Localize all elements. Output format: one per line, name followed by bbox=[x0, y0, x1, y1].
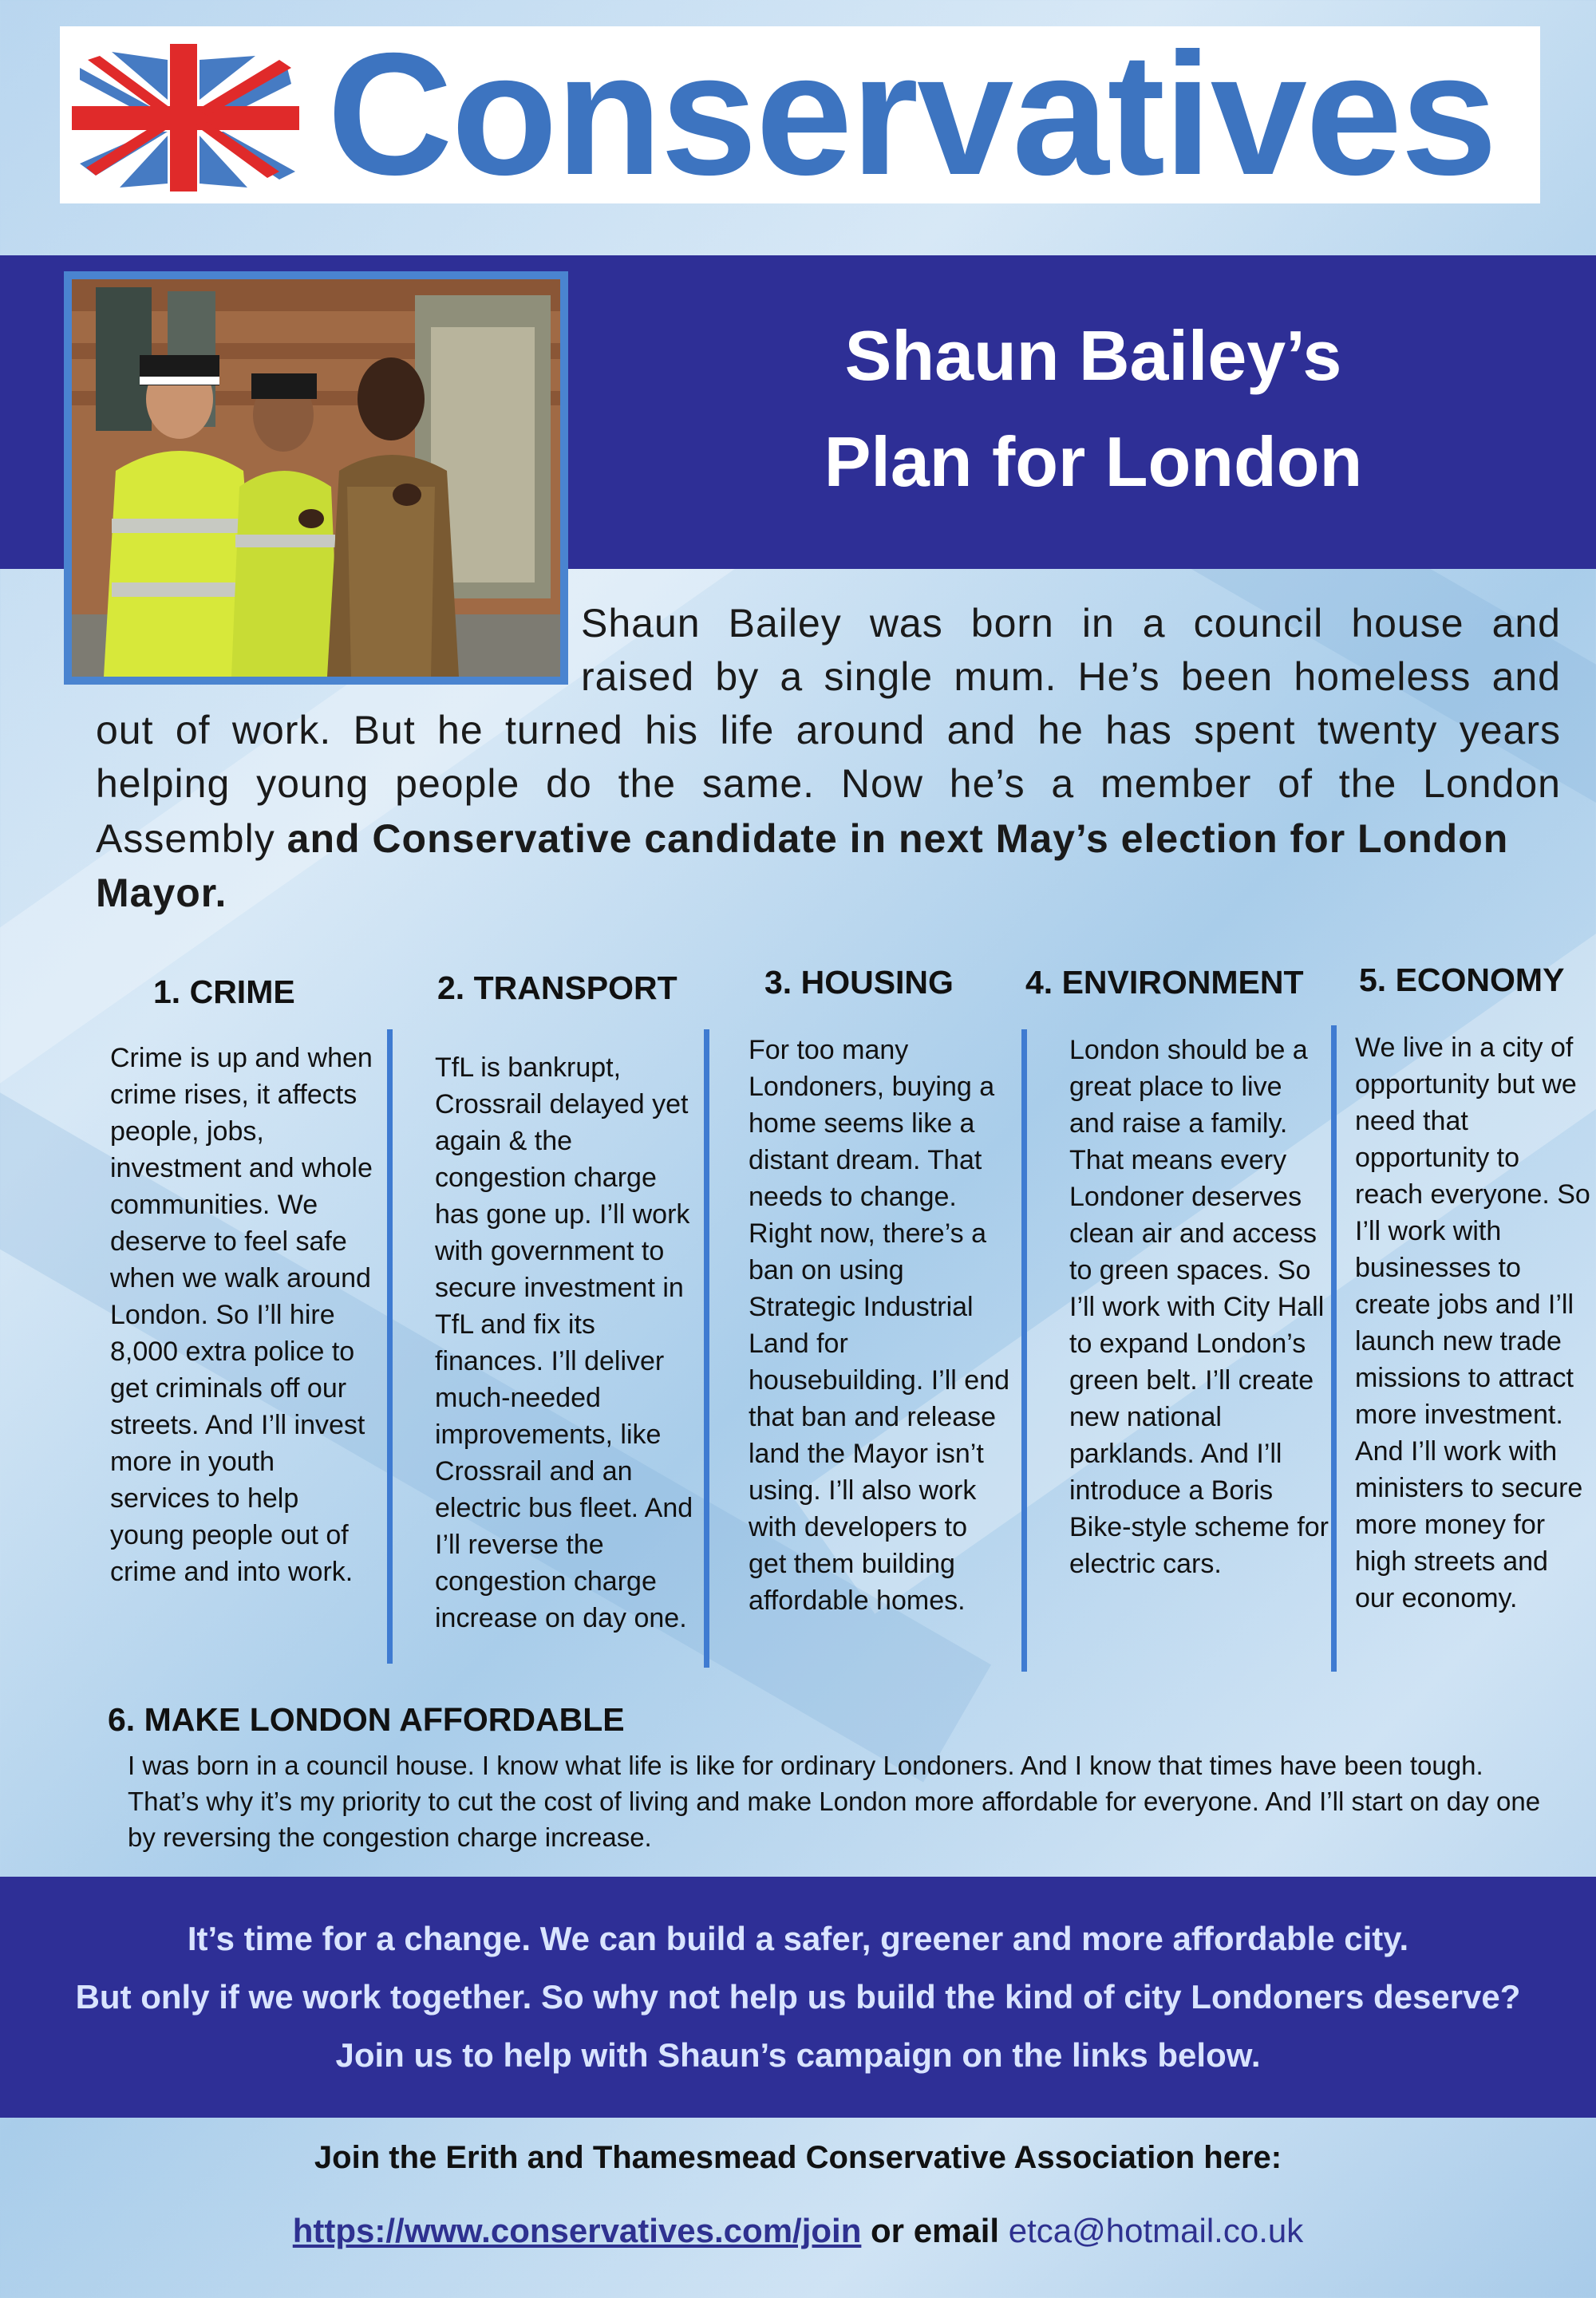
candidate-photo-frame bbox=[64, 271, 568, 685]
section-heading-environment: 4. ENVIRONMENT bbox=[1025, 964, 1304, 1001]
or-email-text: or email bbox=[861, 2212, 1009, 2249]
brand-wordmark: Conservatives bbox=[327, 18, 1496, 211]
section-heading-economy: 5. ECONOMY bbox=[1359, 961, 1565, 998]
section-text-housing: For too many Londoners, buying a home seems like a distant dream. That needs to change. Right now, there’s a ban on using Strategic Industrial Land for housebuilding. I’ll end that ban and release land the Mayor isn’t using. I’ll also work with developers to get them building affordable homes. bbox=[749, 1035, 1010, 1616]
join-links bbox=[0, 2212, 1596, 2250]
intro-emphasis: Mayor. bbox=[96, 871, 227, 915]
intro-emphasis: and Conservative candidate in next May’s election for London bbox=[286, 816, 1509, 861]
intro-line: helping young people do the same. Now he’s a member of the London bbox=[96, 761, 1561, 806]
page-title-line2: Plan for London bbox=[824, 422, 1363, 501]
intro-text: Assembly bbox=[96, 816, 275, 861]
intro-line: Shaun Bailey was born in a council house and bbox=[581, 601, 1561, 646]
column-divider bbox=[1331, 1025, 1337, 1672]
column-divider bbox=[704, 1029, 709, 1668]
cta-line: It’s time for a change. We can build a safer, greener and more affordable city. bbox=[187, 1920, 1409, 1957]
section-heading-transport: 2. TRANSPORT bbox=[437, 969, 678, 1006]
union-jack-tree-logo-icon bbox=[64, 36, 303, 195]
intro-line bbox=[96, 815, 1508, 862]
join-link[interactable]: https://www.conservatives.com/join bbox=[292, 2212, 862, 2249]
header-banner bbox=[60, 18, 1540, 211]
section-heading-affordable: 6. MAKE LONDON AFFORDABLE bbox=[108, 1701, 625, 1738]
cta-line: Join us to help with Shaun’s campaign on the links below. bbox=[335, 2036, 1261, 2074]
email-link[interactable]: etca@hotmail.co.uk bbox=[1008, 2212, 1304, 2249]
candidate-photo bbox=[72, 279, 560, 677]
section-text-transport: TfL is bankrupt, Crossrail delayed yet again & the congestion charge has gone up. I’ll work with government to secure investment in TfL and fix its finances. I’ll deliver much-needed improvements, like Crossrail and an electric bus fleet. And I’ll reverse the congestion charge increase on day one. bbox=[435, 1052, 693, 1633]
section-text-affordable: I was born in a council house. I know what life is like for ordinary Londoners. And I know that times have been tough. That’s why it’s my priority to cut the cost of living and make London more affordable for everyone. And I’ll start on day one by reversing the congestion charge increase. bbox=[128, 1751, 1541, 1852]
column-divider bbox=[1021, 1029, 1027, 1672]
intro-line: out of work. But he turned his life around and he has spent twenty years bbox=[96, 708, 1561, 752]
intro-line: raised by a single mum. He’s been homeless and bbox=[581, 654, 1561, 699]
section-text-environment: London should be a great place to live and raise a family. That means every Londoner deserves clean air and access to green spaces. So I’ll work with City Hall to expand London’s green belt. I’ll create new national parklands. And I’ll introduce a Boris Bike-style scheme for electric cars. bbox=[1069, 1035, 1329, 1579]
page-title-line1: Shaun Bailey’s bbox=[844, 316, 1342, 395]
cta-line: But only if we work together. So why not help us build the kind of city Londoners deserve? bbox=[75, 1978, 1521, 2016]
column-divider bbox=[387, 1029, 393, 1664]
section-heading-housing: 3. HOUSING bbox=[764, 964, 954, 1001]
section-text-crime: Crime is up and when crime rises, it affects people, jobs, investment and whole communities. We deserve to feel safe when we walk around London. So I’ll hire 8,000 extra police to get criminals off our streets. And I’ll invest more in youth services to help young people out of crime and into work. bbox=[110, 1043, 373, 1587]
section-heading-crime: 1. CRIME bbox=[153, 973, 295, 1010]
join-association-text: Join the Erith and Thamesmead Conservative Association here: bbox=[314, 2140, 1282, 2175]
section-text-economy: We live in a city of opportunity but we need that opportunity to reach everyone. So I’ll work with businesses to create jobs and I’ll launch new trade missions to attract more investment. And I’ll work with ministers to secure more money for high streets and our economy. bbox=[1355, 1033, 1590, 1613]
